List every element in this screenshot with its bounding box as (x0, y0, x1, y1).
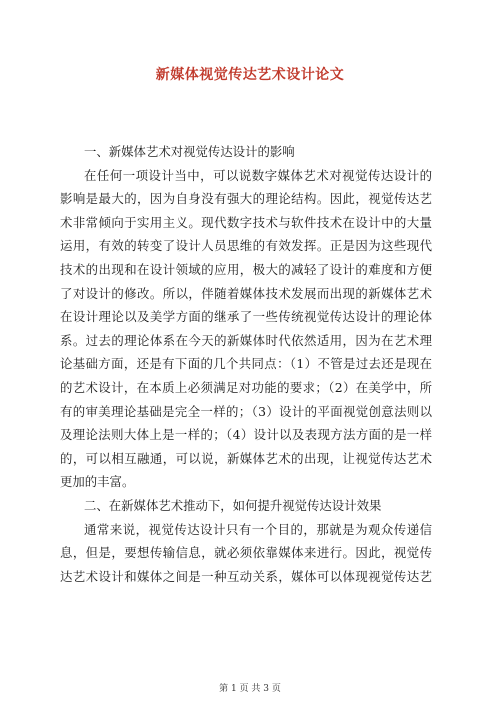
paragraph-line: 影响是最大的，因为自身没有强大的理论结构。因此，视觉传达艺 (60, 191, 432, 207)
paragraph-line: 达艺术设计和媒体之间是一种互动关系，媒体可以体现视觉传达艺 (60, 568, 432, 584)
paragraph-line: 及理论法则大体上是一样的；（4）设计以及表现方法方面的是一样 (60, 427, 432, 443)
paragraph-line: 在设计理论以及美学方面的继承了一些传统视觉传达设计的理论体 (60, 309, 432, 325)
document-body (60, 140, 432, 588)
paragraph-line: 通常来说，视觉传达设计只有一个目的，那就是为观众传递信 (84, 521, 432, 537)
document-title: 新媒体视觉传达艺术设计论文 (155, 67, 345, 83)
paragraph-line: 运用，有效的转变了设计人员思维的有效发挥。正是因为这些现代 (60, 238, 432, 254)
paragraph-line: 有的审美理论基础是完全一样的；（3）设计的平面视觉创意法则以 (60, 403, 432, 419)
paragraph-line: 系。过去的理论体系在今天的新媒体时代依然适用，因为在艺术理 (60, 332, 432, 348)
page-footer: 第 1 页 共 3 页 (219, 684, 281, 694)
paragraph-line: 更加的丰富。 (60, 474, 135, 490)
paragraph-line: 技术的出现和在设计领域的应用，极大的减轻了设计的难度和方便 (60, 261, 432, 277)
section-heading-2: 二、在新媒体艺术推动下，如何提升视觉传达设计效果 (84, 497, 382, 513)
paragraph-line: 论基础方面，还是有下面的几个共同点：（1）不管是过去还是现在 (60, 356, 432, 372)
paragraph-line: 在任何一项设计当中，可以说数字媒体艺术对视觉传达设计的 (84, 167, 432, 183)
paragraph-line: 了对设计的修改。所以，伴随着媒体技术发展而出现的新媒体艺术 (60, 285, 432, 301)
section-heading-1: 一、新媒体艺术对视觉传达设计的影响 (84, 144, 295, 159)
paragraph-line: 息，但是，要想传输信息，就必须依靠媒体来进行。因此，视觉传 (60, 545, 432, 561)
paragraph-line: 的，可以相互融通，可以说，新媒体艺术的出现，让视觉传达艺术 (60, 450, 432, 466)
paragraph-line: 术非常倾向于实用主义。现代数字技术与软件技术在设计中的大量 (60, 214, 432, 230)
paragraph-line: 的艺术设计，在本质上必须满足对功能的要求；（2）在美学中，所 (60, 379, 432, 395)
